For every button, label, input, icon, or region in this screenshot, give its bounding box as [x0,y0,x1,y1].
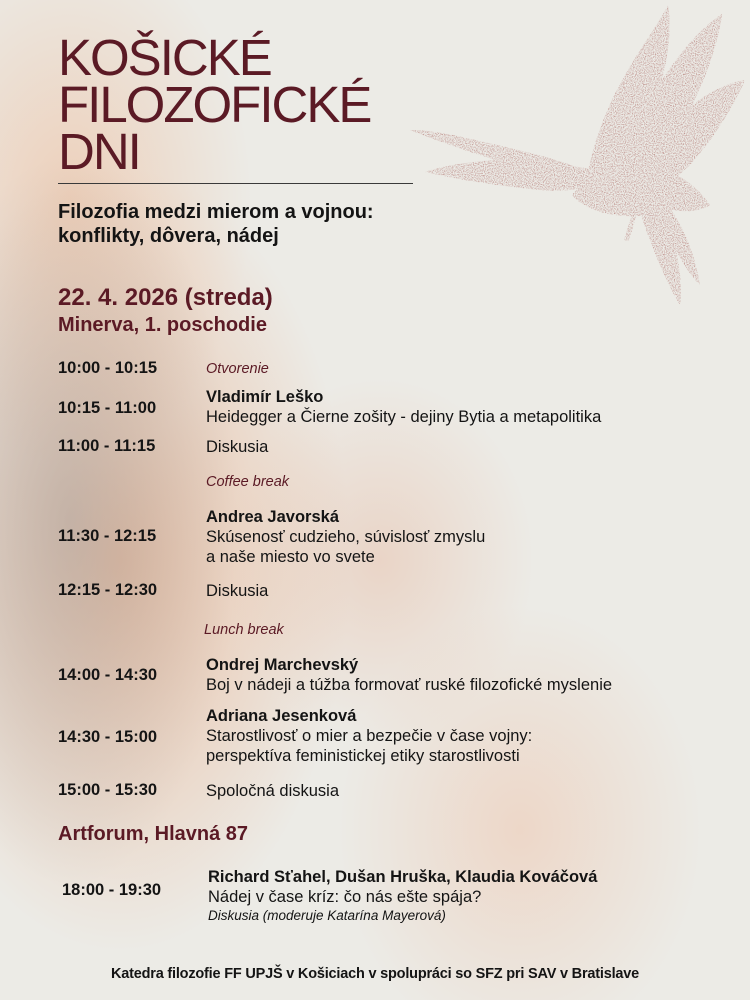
schedule-note: Otvorenie [206,361,269,377]
subtitle-line-1: Filozofia medzi mierom a vojnou: [58,201,374,223]
artforum-venue: Artforum, Hlavná 87 [58,823,249,845]
event-title [58,29,371,180]
title-line-3: DNI [58,123,140,180]
schedule-note: Coffee break [206,474,290,490]
title-divider [58,183,413,184]
schedule-time: 15:00 - 15:30 [58,781,158,799]
schedule-time: 18:00 - 19:30 [62,881,162,899]
event-venue: Minerva, 1. poschodie [58,314,267,336]
schedule-time: 14:30 - 15:00 [58,728,158,746]
schedule-time: 10:15 - 11:00 [58,399,157,417]
schedule-time: 12:15 - 12:30 [58,581,158,599]
schedule-item: Diskusia [206,582,269,600]
speaker-name: Ondrej Marchevský [206,656,359,674]
talk-title-line-2: perspektíva feministickej etiky starostlivosti [206,747,520,765]
speaker-name: Vladimír Leško [206,388,324,406]
talk-note: Diskusia (moderuje Katarína Mayerová) [208,908,446,923]
speaker-name: Andrea Javorská [206,508,339,526]
schedule-talk [206,387,601,427]
talk-title-line-1: Starostlivosť o mier a bezpečie v čase vojny: [206,727,533,745]
talk-title: Nádej v čase kríz: čo nás ešte spája? [208,888,482,906]
schedule-note: Lunch break [204,622,284,638]
speaker-name: Adriana Jesenková [206,707,357,725]
schedule-talk [206,706,532,766]
title-line-1: KOŠICKÉ [58,29,271,86]
subtitle-line-2: konflikty, dôvera, nádej [58,225,279,247]
schedule-talk [206,507,485,567]
schedule-time: 14:00 - 14:30 [58,666,158,684]
speaker-names: Richard Sťahel, Dušan Hruška, Klaudia Kováčová [208,868,598,886]
schedule-item: Diskusia [206,438,269,456]
talk-title-line-2: a naše miesto vo svete [206,548,375,566]
talk-title: Heidegger a Čierne zošity - dejiny Bytia a metapolitika [206,408,602,426]
event-date: 22. 4. 2026 (streda) [58,284,273,311]
talk-title: Boj v nádeji a túžba formovať ruské filozofické myslenie [206,676,613,694]
schedule-time: 11:30 - 12:15 [58,527,157,545]
schedule-item: Spoločná diskusia [206,782,339,800]
schedule-talk [206,655,612,695]
title-line-2: FILOZOFICKÉ [58,76,371,133]
footer-organizers: Katedra filozofie FF UPJŠ v Košiciach v spolupráci so SFZ pri SAV v Bratislave [110,966,640,982]
schedule-talk [208,867,597,924]
event-subtitle [58,200,374,248]
talk-title-line-1: Skúsenosť cudzieho, súvislosť zmyslu [206,528,486,546]
schedule-time: 10:00 - 10:15 [58,359,158,377]
schedule-time: 11:00 - 11:15 [58,437,156,455]
